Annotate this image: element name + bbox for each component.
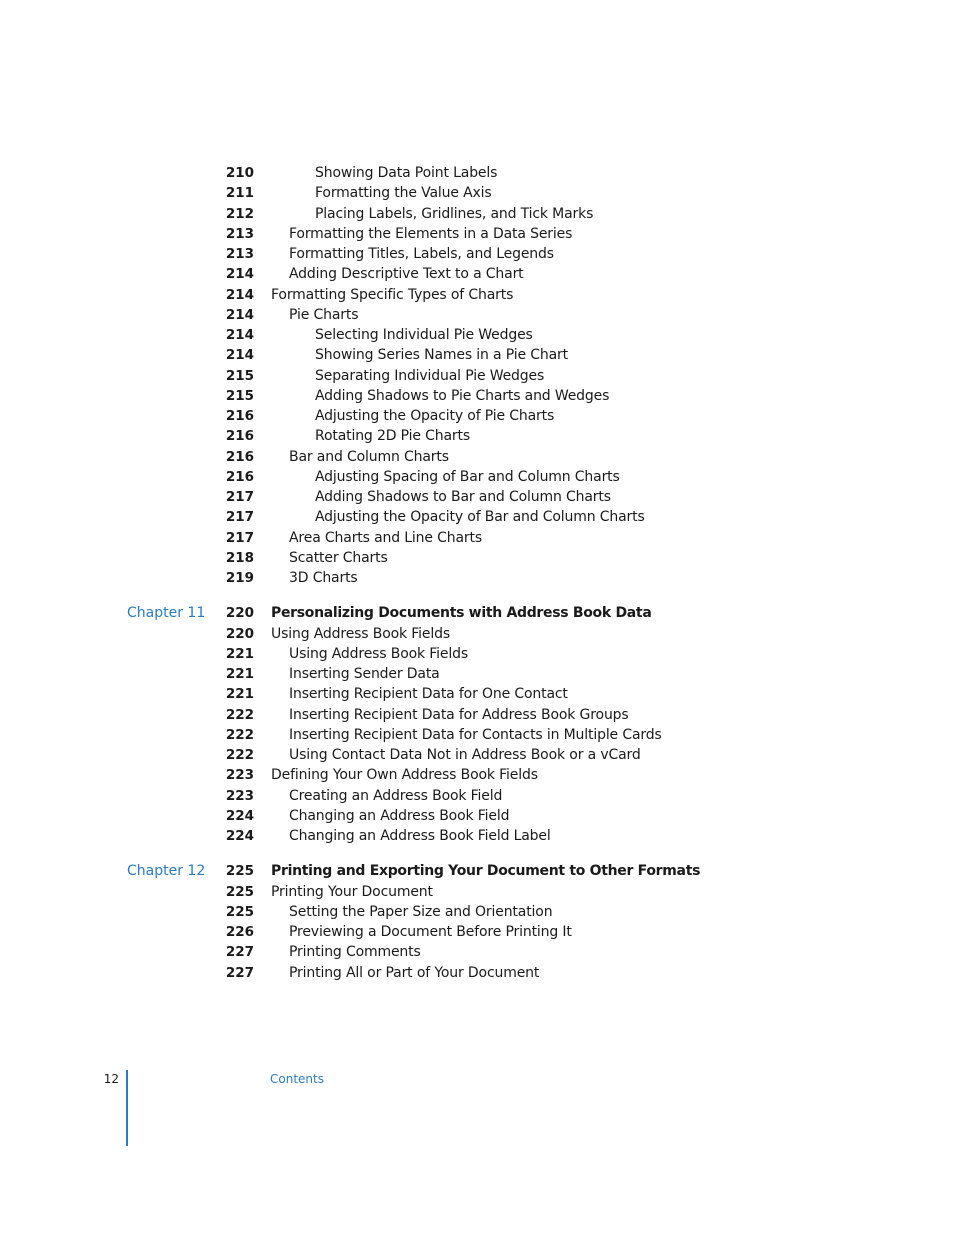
toc-entry-title: Rotating 2D Pie Charts — [315, 428, 471, 445]
toc-page-number: 217 — [225, 509, 254, 526]
toc-entry[interactable] — [0, 568, 954, 588]
toc-page-number: 220 — [225, 625, 254, 642]
toc-page-number: 216 — [225, 428, 254, 445]
toc-entry[interactable] — [0, 224, 954, 244]
toc-entry-title: Area Charts and Line Charts — [289, 529, 483, 546]
toc-entry[interactable] — [0, 963, 954, 983]
toc-entry-title: Printing Your Document — [271, 883, 433, 900]
toc-entry-title: 3D Charts — [289, 570, 358, 586]
toc-entry-title: Adjusting the Opacity of Pie Charts — [315, 408, 555, 424]
toc-entry-title: Scatter Charts — [289, 549, 388, 566]
toc-page-number: 225 — [225, 863, 254, 880]
toc-entry-title: Adding Shadows to Bar and Column Charts — [315, 489, 611, 505]
toc-page-number: 227 — [225, 944, 254, 961]
toc-page-number: 214 — [225, 286, 254, 303]
toc-entry[interactable] — [0, 902, 954, 922]
toc-entry-title: Separating Individual Pie Wedges — [315, 367, 545, 384]
toc-entry[interactable] — [0, 467, 954, 487]
toc-entry[interactable] — [0, 705, 954, 725]
toc-entry[interactable] — [0, 922, 954, 942]
toc-page-number: 219 — [225, 570, 254, 586]
toc-page-number: 214 — [225, 306, 254, 323]
toc-entry-title: Setting the Paper Size and Orientation — [289, 903, 553, 920]
toc-page-number: 223 — [225, 767, 254, 784]
toc-page-number: 218 — [225, 549, 254, 566]
toc-entry-title: Adjusting the Opacity of Bar and Column Charts — [315, 509, 645, 526]
chapter-title: Printing and Exporting Your Document to Other Formats — [271, 863, 701, 880]
chapter-title: Personalizing Documents with Address Book Data — [271, 605, 652, 622]
footer-page-number: 12 — [103, 1072, 119, 1086]
toc-page-number: 225 — [225, 903, 254, 920]
toc-entry[interactable] — [0, 507, 954, 527]
toc-entry[interactable] — [0, 345, 954, 365]
toc-entry-title: Using Contact Data Not in Address Book or a vCard — [289, 747, 641, 763]
toc-entry-title: Inserting Recipient Data for Contacts in Multiple Cards — [289, 726, 662, 743]
toc-entry[interactable] — [0, 644, 954, 664]
chapter-heading-row[interactable] — [0, 603, 954, 623]
toc-entry-title: Inserting Sender Data — [289, 666, 440, 682]
toc-entry[interactable] — [0, 942, 954, 962]
toc-entry-title: Adjusting Spacing of Bar and Column Charts — [315, 468, 620, 485]
toc-page-number: 217 — [225, 489, 254, 505]
toc-page-number: 214 — [225, 266, 254, 283]
toc-page-number: 216 — [225, 448, 254, 465]
toc-entry-title: Printing Comments — [289, 944, 421, 961]
toc-page-number: 224 — [225, 828, 254, 844]
toc-entry[interactable] — [0, 305, 954, 325]
toc-entry[interactable] — [0, 725, 954, 745]
toc-entry-title: Placing Labels, Gridlines, and Tick Marks — [315, 205, 594, 222]
toc-page-number: 222 — [225, 706, 254, 723]
toc-entry-title: Selecting Individual Pie Wedges — [315, 327, 533, 343]
toc-entry[interactable] — [0, 528, 954, 548]
toc-entry-title: Formatting the Elements in a Data Series — [289, 225, 573, 242]
toc-page-number: 215 — [225, 387, 254, 404]
toc-entry[interactable] — [0, 264, 954, 284]
toc-entry[interactable] — [0, 806, 954, 826]
toc-page-number: 216 — [225, 408, 254, 424]
toc-page-number: 213 — [225, 246, 254, 262]
toc-page-number: 221 — [225, 666, 254, 682]
chapter-heading-row[interactable] — [0, 861, 954, 881]
toc-entry-title: Creating an Address Book Field — [289, 787, 503, 804]
chapter-label: Chapter 12 — [127, 863, 206, 880]
toc-entry[interactable] — [0, 285, 954, 305]
toc-page-number: 220 — [225, 605, 254, 622]
footer-section-name: Contents — [270, 1072, 324, 1086]
toc-entry-title: Formatting Titles, Labels, and Legends — [289, 246, 554, 262]
toc-entry[interactable] — [0, 487, 954, 507]
toc-page-number: 227 — [225, 964, 254, 981]
toc-entry[interactable] — [0, 183, 954, 203]
toc-entry-title: Changing an Address Book Field — [289, 807, 510, 824]
toc-page-number: 226 — [225, 924, 254, 940]
toc-entry[interactable] — [0, 548, 954, 568]
toc-page-number: 214 — [225, 327, 254, 343]
toc-entry-title: Defining Your Own Address Book Fields — [271, 767, 538, 784]
toc-entry[interactable] — [0, 786, 954, 806]
toc-entry-title: Using Address Book Fields — [271, 625, 450, 642]
toc-page-number: 223 — [225, 787, 254, 804]
toc-entry[interactable] — [0, 366, 954, 386]
toc-entry[interactable] — [0, 204, 954, 224]
toc-entry[interactable] — [0, 624, 954, 644]
toc-entry-title: Changing an Address Book Field Label — [289, 828, 551, 844]
toc-entry-title: Showing Series Names in a Pie Chart — [315, 347, 568, 364]
toc-entry[interactable] — [0, 684, 954, 704]
toc-entry-title: Formatting Specific Types of Charts — [271, 286, 514, 303]
toc-entry-title: Pie Charts — [289, 306, 359, 323]
toc-page-number: 211 — [225, 185, 254, 202]
toc-page-number: 222 — [225, 747, 254, 763]
toc-page-number: 212 — [225, 205, 254, 222]
toc-entry[interactable] — [0, 664, 954, 684]
chapter-label: Chapter 11 — [127, 605, 206, 622]
toc-entry[interactable] — [0, 406, 954, 426]
toc-entry[interactable] — [0, 765, 954, 785]
toc-page-number: 216 — [225, 468, 254, 485]
toc-page-number: 224 — [225, 807, 254, 824]
toc-entry-title: Bar and Column Charts — [289, 448, 449, 465]
toc-entry[interactable] — [0, 447, 954, 467]
toc-entry[interactable] — [0, 163, 954, 183]
toc-page-number: 221 — [225, 686, 254, 703]
toc-page-number: 215 — [225, 367, 254, 384]
toc-entry-title: Formatting the Value Axis — [315, 185, 492, 202]
toc-entry-title: Adding Descriptive Text to a Chart — [289, 266, 524, 283]
toc-entry[interactable] — [0, 882, 954, 902]
toc-entry[interactable] — [0, 745, 954, 765]
toc-page-number: 221 — [225, 645, 254, 662]
toc-entry-title: Using Address Book Fields — [289, 645, 468, 662]
toc-page-number: 225 — [225, 883, 254, 900]
toc-entry-title: Previewing a Document Before Printing It — [289, 924, 572, 940]
toc-page-number: 210 — [225, 165, 254, 181]
toc-entry-title: Adding Shadows to Pie Charts and Wedges — [315, 387, 610, 404]
toc-page-number: 222 — [225, 726, 254, 743]
toc-page-number: 217 — [225, 529, 254, 546]
toc-page-number: 214 — [225, 347, 254, 364]
toc-entry[interactable] — [0, 826, 954, 846]
toc-page-number: 213 — [225, 225, 254, 242]
toc-entry[interactable] — [0, 426, 954, 446]
toc-entry[interactable] — [0, 244, 954, 264]
footer-divider — [126, 1070, 128, 1146]
toc-entry-title: Inserting Recipient Data for Address Book Groups — [289, 706, 629, 723]
toc-entry-title: Showing Data Point Labels — [315, 165, 498, 181]
toc-entry-title: Inserting Recipient Data for One Contact — [289, 686, 568, 703]
toc-entry[interactable] — [0, 386, 954, 406]
toc-entry-title: Printing All or Part of Your Document — [289, 964, 540, 981]
toc-entry[interactable] — [0, 325, 954, 345]
